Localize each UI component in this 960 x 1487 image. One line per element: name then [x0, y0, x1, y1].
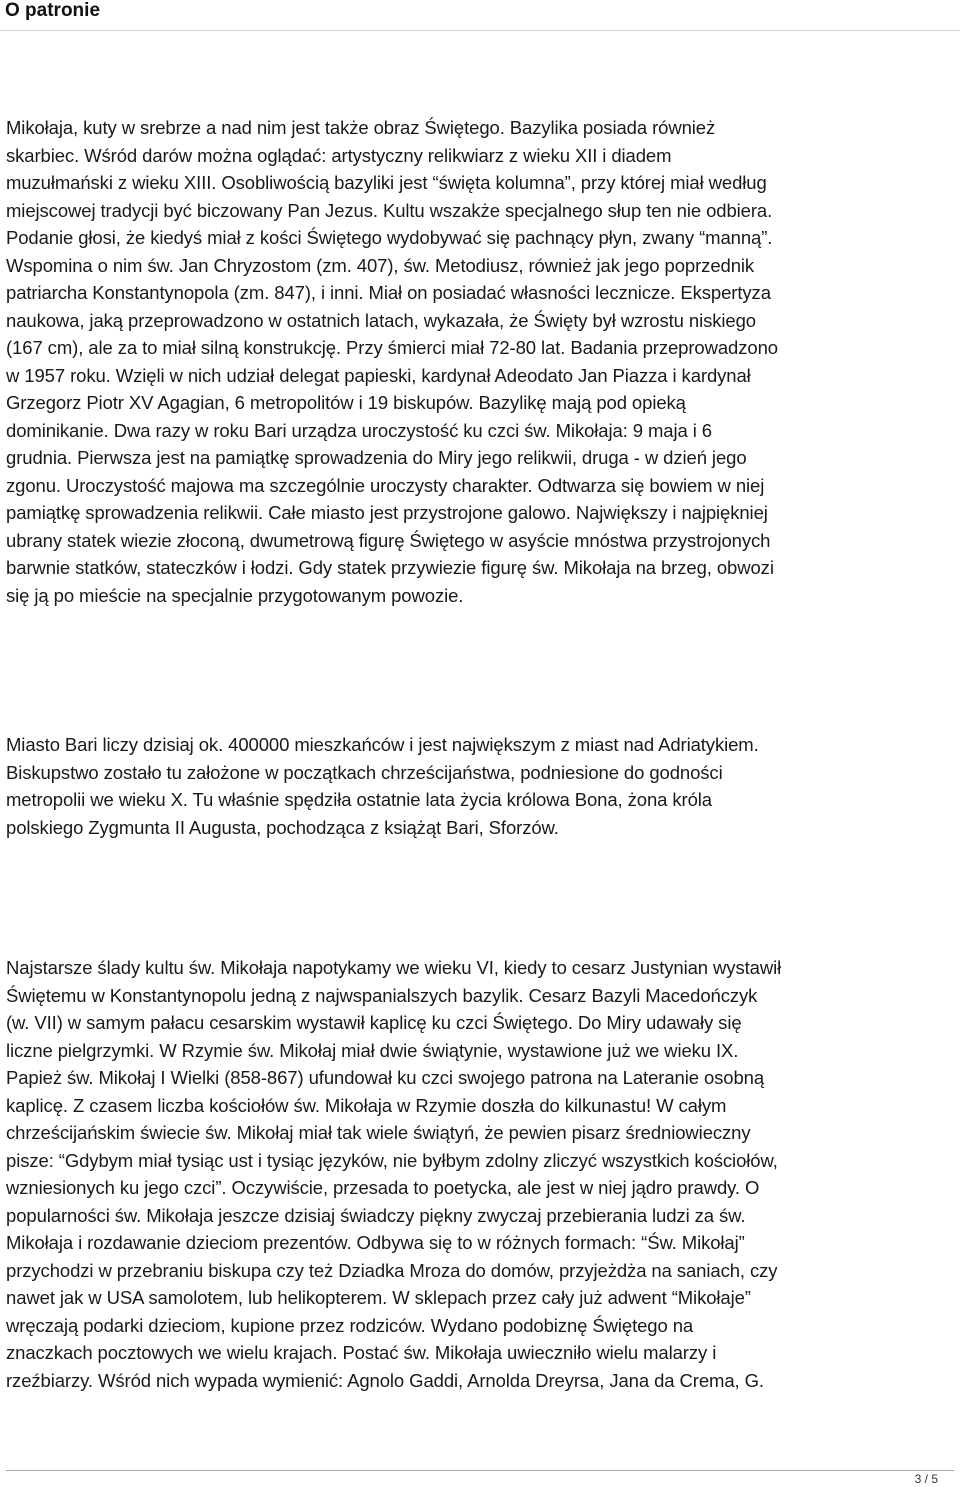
text-line: kaplicę. Z czasem liczba kościołów św. Mikołaja w Rzymie doszła do kilkunastu! W całym: [6, 1094, 727, 1116]
text-line: popularności św. Mikołaja jeszcze dzisiaj świadczy piękny zwyczaj przebierania ludzi za św.: [6, 1204, 746, 1226]
text-line: barwnie statków, stateczków i łodzi. Gdy statek przywiezie figurę św. Mikołaja na brzeg, obwozi: [6, 557, 774, 578]
text-line: przychodzi w przebraniu biskupa czy też Dziadka Mroza do domów, przyjeżdża na saniach, czy: [6, 1259, 778, 1281]
text-line: Świętemu w Konstantynopolu jedną z najwspanialszych bazylik. Cesarz Bazyli Macedończyk: [6, 984, 758, 1006]
text-line: metropolii we wieku X. Tu właśnie spędziła ostatnie lata życia królowa Bona, żona króla: [6, 789, 712, 810]
text-line: miejscowej tradycji być biczowany Pan Jezus. Kultu wszakże specjalnego słup ten nie odbiera.: [6, 199, 773, 221]
text-line: Papież św. Mikołaj I Wielki (858-867) ufundował ku czci swojego patrona na Lateranie osobną: [6, 1067, 765, 1088]
text-line: (w. VII) w samym pałacu cesarskim wystawił kaplicę ku czci Świętego. Do Miry udawały się: [6, 1012, 742, 1033]
text-line: Biskupstwo zostało tu założone w początkach chrześcijaństwa, podniesione do godności: [6, 761, 723, 783]
text-line: rzeźbiarzy. Wśród nich wypada wymienić: Agnolo Gaddi, Arnolda Dreyrsa, Jana da Crema, G.: [6, 1369, 764, 1391]
text-line: patriarcha Konstantynopola (zm. 847), i inni. Miał on posiadać własności lecznicze. Ekspertyza: [6, 282, 771, 303]
text-line: Mikołaja, kuty w srebrze a nad nim jest także obraz Świętego. Bazylika posiada również: [6, 117, 716, 138]
text-line: liczne pielgrzymki. W Rzymie św. Mikołaj miał dwie świątynie, wystawione już we wieku IX.: [6, 1039, 739, 1061]
text-line: chrześcijańskim świecie św. Mikołaj miał tak wiele świątyń, że pewien pisarz średniowieczny: [6, 1122, 751, 1143]
text-line: się ją po mieście na specjalnie przygotowanym powozie.: [6, 584, 464, 606]
text-line: Wspomina o nim św. Jan Chryzostom (zm. 407), św. Metodiusz, również jak jego poprzednik: [6, 254, 755, 276]
paragraph-relics: [6, 114, 956, 609]
text-line: Miasto Bari liczy dzisiaj ok. 400000 mieszkańców i jest największym z miast nad Adriatykiem.: [6, 734, 759, 755]
text-line: pamiątkę sprowadzenia relikwii. Całe miasto jest przystrojone galowo. Największy i najpiękniej: [6, 502, 768, 523]
paragraph-cult-history: [6, 954, 956, 1394]
text-line: Mikołaja i rozdawanie dzieciom prezentów. Odbywa się to w różnych formach: “Św. Mikołaj”: [6, 1232, 745, 1253]
text-line: skarbiec. Wśród darów można oglądać: artystyczny relikwiarz z wieku XII i diadem: [6, 144, 672, 166]
page-title: O patronie: [5, 0, 101, 21]
text-line: muzułmański z wieku XIII. Osobliwością bazyliki jest “święta kolumna”, przy której miał według: [6, 172, 767, 193]
text-line: pisze: “Gdybym miał tysiąc ust i tysiąc języków, nie byłbym zdolny zliczyć wszystkich kościołów,: [6, 1149, 778, 1171]
paragraph-bari-city: [6, 731, 956, 841]
text-line: grudnia. Pierwsza jest na pamiątkę sprowadzenia do Miry jego relikwii, druga - w dzień jego: [6, 447, 747, 468]
text-line: dominikanie. Dwa razy w roku Bari urządza uroczystość ku czci św. Mikołaja: 9 maja i 6: [6, 419, 712, 441]
text-line: ubrany statek wiezie złoconą, dwumetrową figurę Świętego w asyście mnóstwa przystrojonych: [6, 529, 771, 551]
footer-divider: [6, 1470, 954, 1471]
text-line: wzniesionych ku jego czci”. Oczywiście, przesada to poetycka, ale jest w niej jądro prawdy. O: [6, 1177, 760, 1198]
text-line: (167 cm), ale za to miał silną konstrukcję. Przy śmierci miał 72-80 lat. Badania przeprowadzono: [6, 337, 778, 358]
text-line: znaczkach pocztowych we wielu krajach. Postać św. Mikołaja uwieczniło wielu malarzy i: [6, 1342, 717, 1363]
text-line: Najstarsze ślady kultu św. Mikołaja napotykamy we wieku VI, kiedy to cesarz Justynian wystawił: [6, 957, 782, 978]
text-line: zgonu. Uroczystość majowa ma szczególnie uroczysty charakter. Odtwarza się bowiem w niej: [6, 474, 765, 496]
text-line: wręczają podarki dzieciom, kupione przez rodziców. Wydano podobiznę Świętego na: [6, 1314, 694, 1336]
text-line: naukowa, jaką przeprowadzono w ostatnich latach, wykazała, że Święty był wzrostu niskiego: [6, 309, 756, 331]
page-number: 3 / 5: [914, 1472, 938, 1486]
text-line: Grzegorz Piotr XV Agagian, 6 metropolitów i 19 biskupów. Bazylikę mają pod opieką: [6, 392, 686, 413]
text-line: polskiego Zygmunta II Augusta, pochodząca z książąt Bari, Sforzów.: [6, 816, 559, 838]
header-divider: [0, 30, 960, 31]
text-line: Podanie głosi, że kiedyś miał z kości Świętego wydobywać się pachnący płyn, zwany “manną”.: [6, 227, 773, 248]
text-line: w 1957 roku. Wzięli w nich udział delegat papieski, kardynał Adeodato Jan Piazza i kardynał: [6, 364, 751, 386]
text-line: nawet jak w USA samolotem, lub helikopterem. W sklepach przez cały już adwent “Mikołaje”: [6, 1287, 751, 1308]
